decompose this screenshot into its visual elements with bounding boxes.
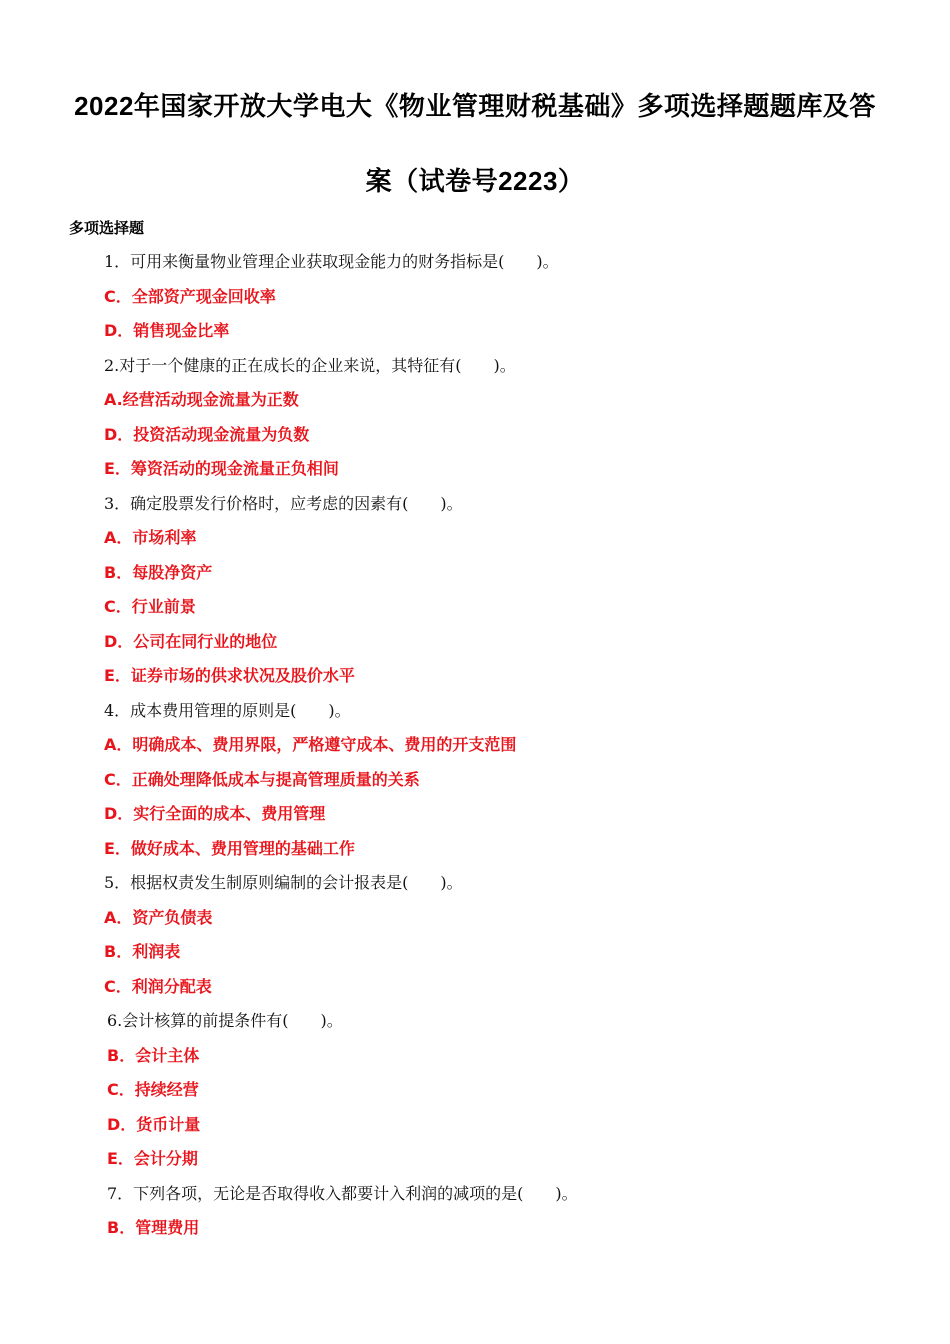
answer-option: E．会计分期 xyxy=(107,1149,198,1168)
answer-option: D．实行全面的成本、费用管理 xyxy=(104,804,326,823)
answer-option: D．货币计量 xyxy=(107,1115,201,1134)
answer-option: C．利润分配表 xyxy=(104,977,212,996)
answer-option: B．利润表 xyxy=(104,942,181,961)
answer-option: E．证券市场的供求状况及股价水平 xyxy=(104,666,355,685)
document-title-line-1: 2022年国家开放大学电大《物业管理财税基础》多项选择题题库及答 xyxy=(74,91,876,121)
question-text: 6.会计核算的前提条件有( )。 xyxy=(107,1011,343,1030)
answer-option: E．做好成本、费用管理的基础工作 xyxy=(104,839,355,858)
answer-option: A．资产负债表 xyxy=(104,908,213,927)
answer-option: A．明确成本、费用界限，严格遵守成本、费用的开支范围 xyxy=(104,735,517,754)
answer-option: C．行业前景 xyxy=(104,597,196,616)
question-text: 7．下列各项，无论是否取得收入都要计入利润的减项的是( )。 xyxy=(107,1184,578,1203)
answer-option: E．筹资活动的现金流量正负相间 xyxy=(104,459,339,478)
answer-option: B．每股净资产 xyxy=(104,563,213,582)
question-text: 3．确定股票发行价格时，应考虑的因素有( )。 xyxy=(104,494,463,513)
section-heading: 多项选择题 xyxy=(69,220,145,237)
answer-option: B．会计主体 xyxy=(107,1046,200,1065)
answer-option: C．正确处理降低成本与提高管理质量的关系 xyxy=(104,770,420,789)
answer-option: B．管理费用 xyxy=(107,1218,200,1237)
question-text: 5．根据权责发生制原则编制的会计报表是( )。 xyxy=(104,873,463,892)
answer-option: D．投资活动现金流量为负数 xyxy=(104,425,310,444)
answer-option: C．全部资产现金回收率 xyxy=(104,287,276,306)
question-text: 2.对于一个健康的正在成长的企业来说，其特征有( )。 xyxy=(104,356,516,375)
answer-option: A．市场利率 xyxy=(104,528,197,547)
document-title-line-2: 案（试卷号2223） xyxy=(365,166,585,196)
answer-option: D．销售现金比率 xyxy=(104,321,230,340)
answer-option: A.经营活动现金流量为正数 xyxy=(104,390,299,409)
answer-option: D．公司在同行业的地位 xyxy=(104,632,278,651)
question-text: 4．成本费用管理的原则是( )。 xyxy=(104,701,351,720)
question-text: 1．可用来衡量物业管理企业获取现金能力的财务指标是( )。 xyxy=(104,252,559,271)
answer-option: C．持续经营 xyxy=(107,1080,199,1099)
